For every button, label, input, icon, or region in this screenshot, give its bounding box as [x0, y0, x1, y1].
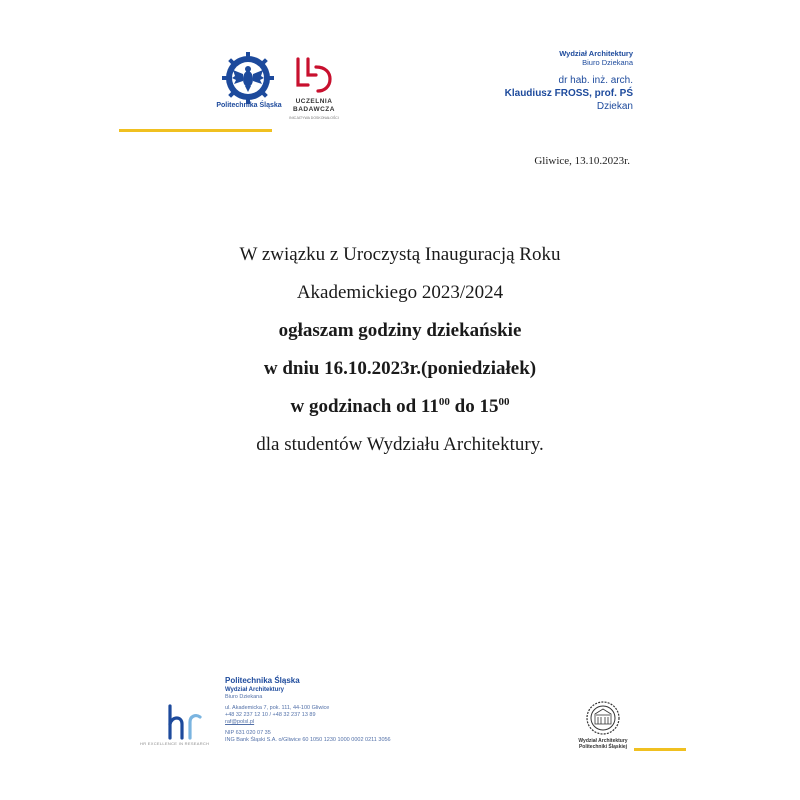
footer-address: ul. Akademicka 7, pok. 111, 44-100 Gliwice	[225, 705, 330, 711]
footer-org: Politechnika Śląska	[225, 676, 300, 685]
announcement-line-1: W związku z Uroczystą Inauguracją Roku	[239, 244, 561, 265]
uczelnia-badawcza-logo-icon	[292, 55, 336, 95]
dean-title: dr hab. inż. arch.	[558, 75, 633, 86]
footer-divider	[634, 748, 686, 751]
research-logo-text	[286, 98, 342, 114]
footer-phone: +48 32 237 12 10 / +48 32 237 13 89	[225, 712, 316, 718]
announcement-body	[100, 240, 700, 468]
research-logo-subtext: INICJATYWA DOSKONAŁOŚCI	[289, 116, 339, 120]
hr-caption: HR EXCELLENCE IN RESEARCH	[140, 741, 210, 746]
announcement-line-5	[100, 392, 700, 430]
faculty-seal-icon	[586, 701, 620, 735]
header-divider	[119, 129, 272, 132]
seal-caption	[564, 738, 642, 750]
hours-mid: do 15	[449, 396, 499, 417]
hours-start-minutes: 00	[438, 396, 450, 408]
announcement-line-6: dla studentów Wydziału Architektury.	[256, 434, 544, 455]
university-name: Politechnika Śląska	[216, 102, 282, 109]
footer-nip: NIP 631 020 07 35	[225, 730, 271, 736]
politechnika-slaska-logo-icon	[222, 52, 274, 104]
hours-end-minutes: 00	[498, 396, 510, 408]
seal-caption-line2: Politechniki Śląskiej	[578, 744, 628, 750]
dean-info-block	[505, 49, 633, 113]
hours-prefix: w godzinach od 11	[290, 396, 439, 417]
research-logo-line2: BADAWCZA	[293, 106, 335, 113]
announcement-line-2: Akademickiego 2023/2024	[296, 282, 504, 303]
announcement-line-4: w dniu 16.10.2023r.(poniedziałek)	[263, 358, 537, 379]
dean-name: Klaudiusz FROSS, prof. PŚ	[504, 88, 633, 99]
dean-office: Biuro Dziekana	[582, 58, 633, 67]
footer-email-link[interactable]: raf@polsl.pl	[225, 719, 255, 725]
announcement-line-3: ogłaszam godziny dziekańskie	[278, 320, 522, 341]
footer-contact-block	[225, 676, 391, 744]
date-line: Gliwice, 13.10.2023r.	[534, 155, 630, 167]
dean-role: Dziekan	[596, 101, 633, 112]
dean-faculty: Wydział Architektury	[559, 49, 633, 58]
research-logo-line1: UCZELNIA	[295, 98, 333, 105]
footer-office: Biuro Dziekana	[225, 694, 263, 700]
footer-bank: ING Bank Śląski S.A. o/Gliwice 60 1050 1230 1000 0002 0211 3056	[225, 737, 391, 743]
footer-faculty: Wydział Architektury	[225, 687, 285, 693]
seal-caption-line1: Wydział Architektury	[578, 738, 628, 744]
